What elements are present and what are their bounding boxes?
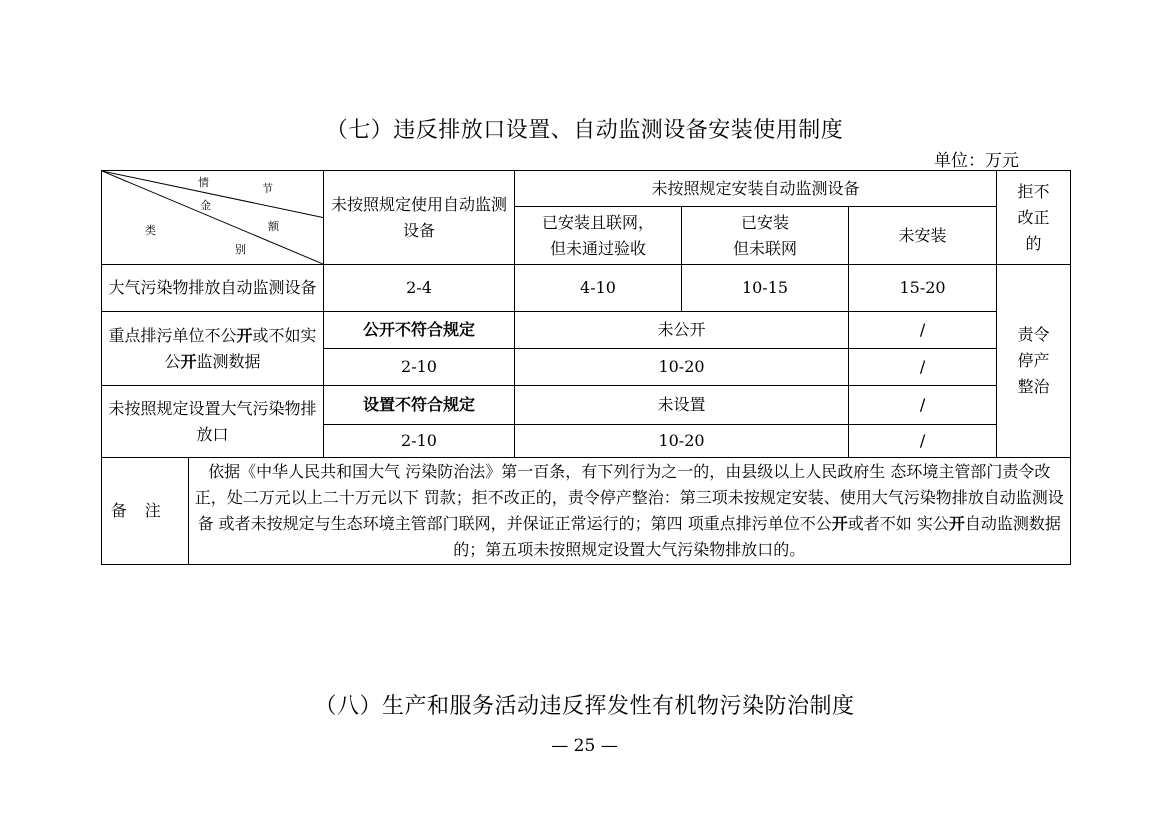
row1-value-not-networked: 10-15: [682, 265, 849, 312]
section-title-7: （七）违反排放口设置、自动监测设备安装使用制度: [325, 118, 844, 143]
diag-label-jie: 节: [262, 182, 273, 195]
header-use-monitoring: 未按照规定使用自动监测设备: [324, 171, 515, 265]
header-refuse-line2: 改正: [1017, 207, 1050, 227]
row2-label-na: /: [849, 312, 997, 349]
note-text-part1: 依据《中华人民共和国大气 污染防治法》第一百条，有下列行为之一的，由县级以上人民政府生 态环境主管部门责令改正，处二万元以上二十万元以下 罚款；拒不改正的，责令停产整治：第三项未按规定安装、使用大气污染物排放自动监测设备 或者未按规定与生态环境主管部门联网，并保证正常运行的；第四 项重点排污单位不公: [194, 462, 1064, 533]
refuse-value-line3: 整治: [1017, 377, 1050, 396]
refuse-value-cell: [997, 265, 1071, 458]
subheader-installed-networked-line1: 已安装且联网，: [541, 212, 654, 232]
row3-label-set-noncompliant: 设置不符合规定: [324, 386, 515, 425]
header-refuse-correct: [997, 171, 1071, 265]
page-number: — 25 —: [551, 736, 618, 756]
subheader-installed-not-networked-line1: 已安装: [740, 212, 789, 232]
row1-value-networked: 4-10: [515, 265, 682, 312]
refuse-value-line2: 停产: [1017, 351, 1050, 370]
note-text-bold1: 开: [831, 514, 848, 533]
note-row: [102, 458, 1071, 565]
row2-category-bold1: 开: [236, 325, 253, 345]
note-text: [188, 458, 1070, 564]
header-refuse-line3: 的: [1025, 233, 1042, 253]
row3-label-na: /: [849, 386, 997, 425]
note-label: 备注: [102, 458, 188, 564]
row2-value-b: 10-20: [515, 349, 849, 386]
subheader-installed-networked-line2: 但未通过验收: [549, 238, 646, 258]
row3-value-b: 10-20: [515, 425, 849, 458]
header-install-group: 未按照规定安装自动监测设备: [515, 171, 997, 207]
diag-label-e: 额: [268, 220, 279, 233]
unit-label: 单位：万元: [934, 151, 1019, 171]
row3-label-not-set: 未设置: [515, 386, 849, 425]
row2-category-part2: 或不如实公: [164, 325, 317, 371]
row2-label-not-public: 未公开: [515, 312, 849, 349]
row1-value-not-installed: 15-20: [849, 265, 997, 312]
row3-category: 未按照规定设置大气污染物排放口: [102, 386, 324, 458]
diag-label-bie: 别: [235, 243, 246, 256]
diag-label-lei: 类: [145, 224, 156, 237]
note-text-bold2: 开: [948, 514, 965, 533]
refuse-value-line1: 责令: [1017, 325, 1050, 344]
header-refuse-line1: 拒不: [1017, 181, 1050, 201]
diag-label-jin: 金: [200, 199, 211, 212]
row2-category-bold2: 开: [180, 351, 197, 371]
row2-category-part3: 监测数据: [196, 351, 261, 371]
note-text-part2: 或者不如 实公: [847, 514, 949, 533]
row2-label-public-noncompliant: 公开不符合规定: [324, 312, 515, 349]
diag-label-qing: 情: [198, 176, 209, 189]
diagonal-header-cell: [102, 171, 324, 265]
row2-value-a: 2-10: [324, 349, 515, 386]
row3-value-a: 2-10: [324, 425, 515, 458]
row1-value-use: 2-4: [324, 265, 515, 312]
subheader-installed-networked: [515, 207, 682, 265]
note-text-part3: 自动监测数据的；第五项未按照规定设置大气污染物排放口的。: [453, 514, 1061, 559]
section-title-8: （八）生产和服务活动违反挥发性有机物污染防治制度: [314, 694, 855, 719]
row3-value-na: /: [849, 425, 997, 458]
subheader-not-installed: 未安装: [849, 207, 997, 265]
penalty-table: [101, 170, 1071, 565]
subheader-installed-not-networked: [682, 207, 849, 265]
diagonal-lines: [102, 171, 323, 264]
row2-category: [102, 312, 324, 386]
note-inner-table: [102, 458, 1070, 564]
row1-category: 大气污染物排放自动监测设备: [102, 265, 324, 312]
row2-category-part1: 重点排污单位不公: [108, 325, 237, 345]
subheader-installed-not-networked-line2: 但未联网: [732, 238, 797, 258]
row2-value-na: /: [849, 349, 997, 386]
